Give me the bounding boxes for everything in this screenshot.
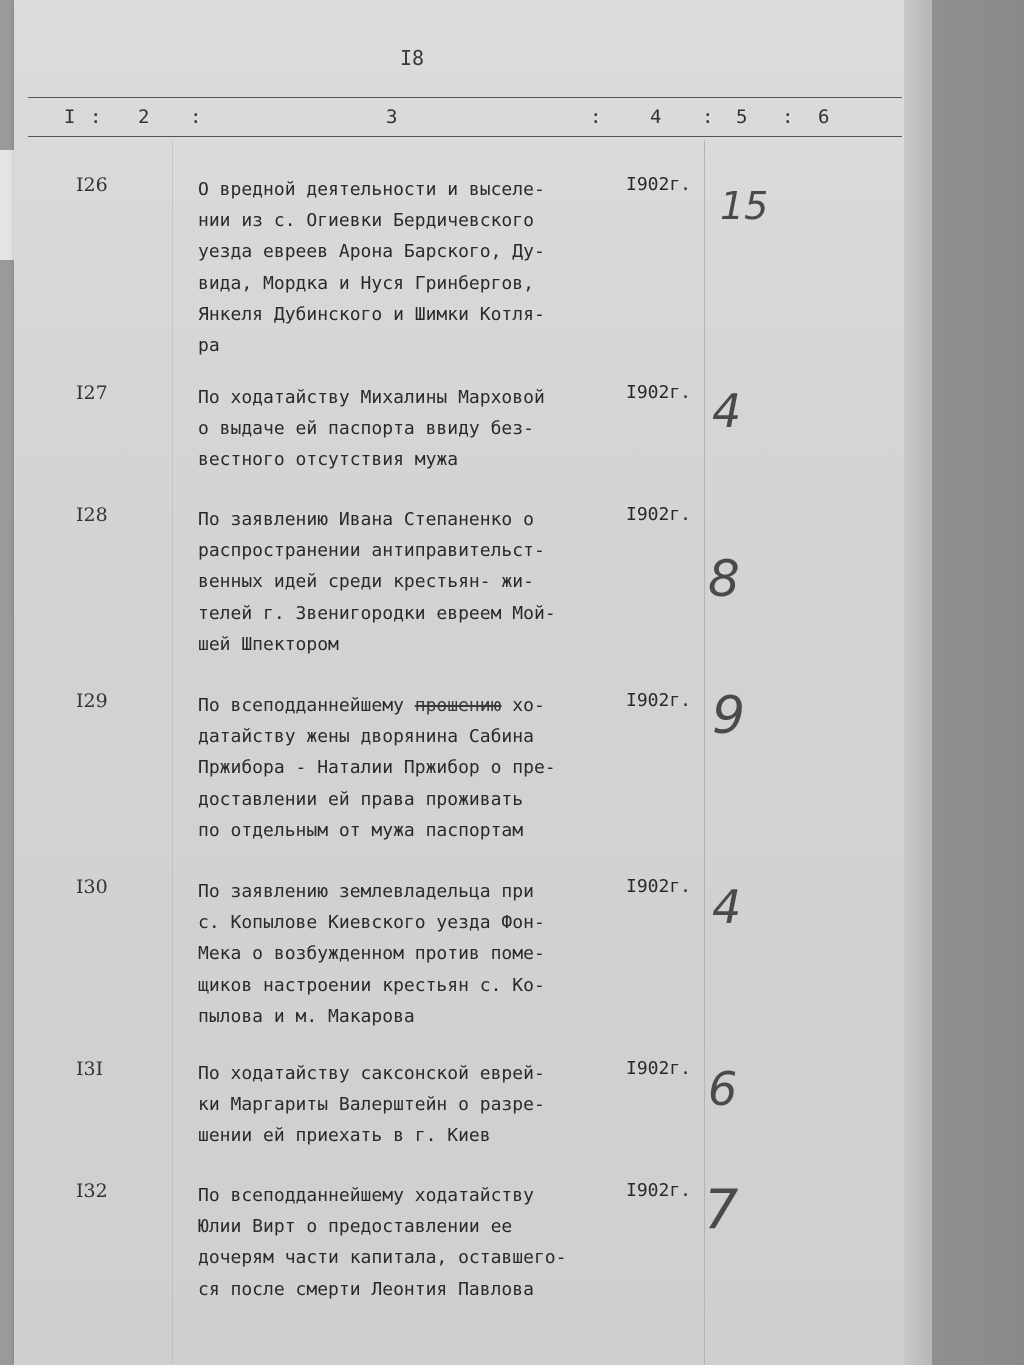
underlying-page-edge	[0, 150, 15, 260]
column-divider	[172, 140, 173, 1365]
entry-description	[198, 876, 618, 1032]
description-line: ки Маргариты Валерштейн о разре-	[198, 1094, 545, 1116]
handwritten-sheet-count: 4	[712, 384, 742, 438]
column-header-1: I	[64, 106, 76, 128]
page-number: I8	[400, 46, 425, 70]
column-header-5: 5	[736, 106, 748, 128]
column-header-6: 6	[818, 106, 830, 128]
entry-description	[198, 1180, 618, 1305]
struck-out-word: прошению	[414, 695, 502, 716]
entry-year: I902г.	[626, 174, 692, 195]
description-line: шении ей приехать в г. Киев	[198, 1125, 491, 1147]
entry-description	[198, 1058, 618, 1152]
entry-year: I902г.	[626, 1058, 692, 1079]
handwritten-sheet-count: 7	[704, 1178, 739, 1241]
description-line: распространении антиправительст-	[198, 540, 545, 562]
archive-page	[14, 0, 918, 1365]
description-line: О вредной деятельности и выселе-	[198, 179, 545, 200]
entry-number: I30	[76, 876, 108, 898]
description-line: вестного отсутствия мужа	[198, 449, 459, 471]
column-header-4: 4	[650, 106, 662, 128]
description-line: уезда евреев Арона Барского, Ду-	[198, 241, 545, 263]
description-line: венных идей среди крестьян- жи-	[198, 571, 534, 593]
handwritten-sheet-count: 15	[720, 184, 769, 228]
description-line: По всеподданнейшему ходатайству	[198, 1185, 534, 1206]
description-line: доставлении ей права проживать	[198, 788, 524, 810]
handwritten-sheet-count: 4	[712, 880, 742, 934]
entry-year: I902г.	[626, 876, 692, 897]
description-line: вида, Мордка и Нуся Гринбергов,	[198, 272, 534, 294]
entry-number: I26	[76, 174, 108, 196]
column-separator: :	[90, 106, 102, 128]
description-line: дочерям части капитала, оставшего-	[198, 1247, 567, 1269]
handwritten-sheet-count: 6	[708, 1062, 738, 1116]
description-line: ся после смерти Леонтия Павлова	[198, 1278, 534, 1300]
handwritten-sheet-count: 8	[708, 550, 740, 608]
description-line: Янкеля Дубинского и Шимки Котля-	[198, 303, 545, 325]
description-line: щиков настроении крестьян с. Ко-	[198, 974, 545, 996]
column-separator: :	[782, 106, 794, 128]
entry-year: I902г.	[626, 1180, 692, 1201]
column-header-3: 3	[386, 106, 398, 128]
description-line: ра	[198, 335, 220, 357]
description-line: По заявлению Ивана Степаненко о	[198, 509, 534, 530]
description-line: шей Шпектором	[198, 633, 339, 655]
page-edge-shadow	[904, 0, 932, 1365]
description-line: о выдаче ей паспорта ввиду без-	[198, 418, 534, 440]
entry-year: I902г.	[626, 690, 692, 711]
entry-number: I3I	[76, 1058, 104, 1080]
description-line: Юлии Вирт о предоставлении ее	[198, 1216, 513, 1238]
header-rule-top	[28, 97, 902, 98]
description-line	[198, 690, 618, 721]
description-line: по отдельным от мужа паспортам	[198, 819, 524, 841]
entry-description	[198, 382, 618, 476]
entry-description	[198, 504, 618, 660]
entry-number: I27	[76, 382, 108, 404]
column-separator: :	[190, 106, 202, 128]
entry-year: I902г.	[626, 504, 692, 525]
entry-number: I29	[76, 690, 108, 712]
description-line: пылова и м. Макарова	[198, 1005, 415, 1027]
column-separator: :	[590, 106, 602, 128]
description-line: с. Копылове Киевского уезда Фон-	[198, 912, 545, 934]
description-line-start: По всеподданнейшему	[198, 695, 404, 716]
description-line: По ходатайству саксонской еврей-	[198, 1063, 545, 1084]
description-line: датайству жены дворянина Сабина	[198, 726, 534, 748]
entry-year: I902г.	[626, 382, 692, 403]
description-line-end: хо-	[501, 695, 545, 716]
description-line: Пржибора - Наталии Пржибор о пре-	[198, 757, 556, 779]
column-separator: :	[702, 106, 714, 128]
entry-description	[198, 174, 618, 361]
description-line: По ходатайству Михалины Марховой	[198, 387, 545, 408]
description-line: По заявлению землевладельца при	[198, 881, 534, 902]
description-line: телей г. Звенигородки евреем Мой-	[198, 602, 556, 624]
header-rule-bottom	[28, 136, 902, 137]
column-header-2: 2	[138, 106, 150, 128]
entry-number: I28	[76, 504, 108, 526]
entry-number: I32	[76, 1180, 108, 1202]
description-line: Мека о возбужденном против поме-	[198, 943, 545, 965]
description-line: нии из с. Огиевки Бердичевского	[198, 210, 534, 232]
entry-description	[198, 690, 618, 846]
handwritten-sheet-count: 9	[712, 686, 746, 746]
